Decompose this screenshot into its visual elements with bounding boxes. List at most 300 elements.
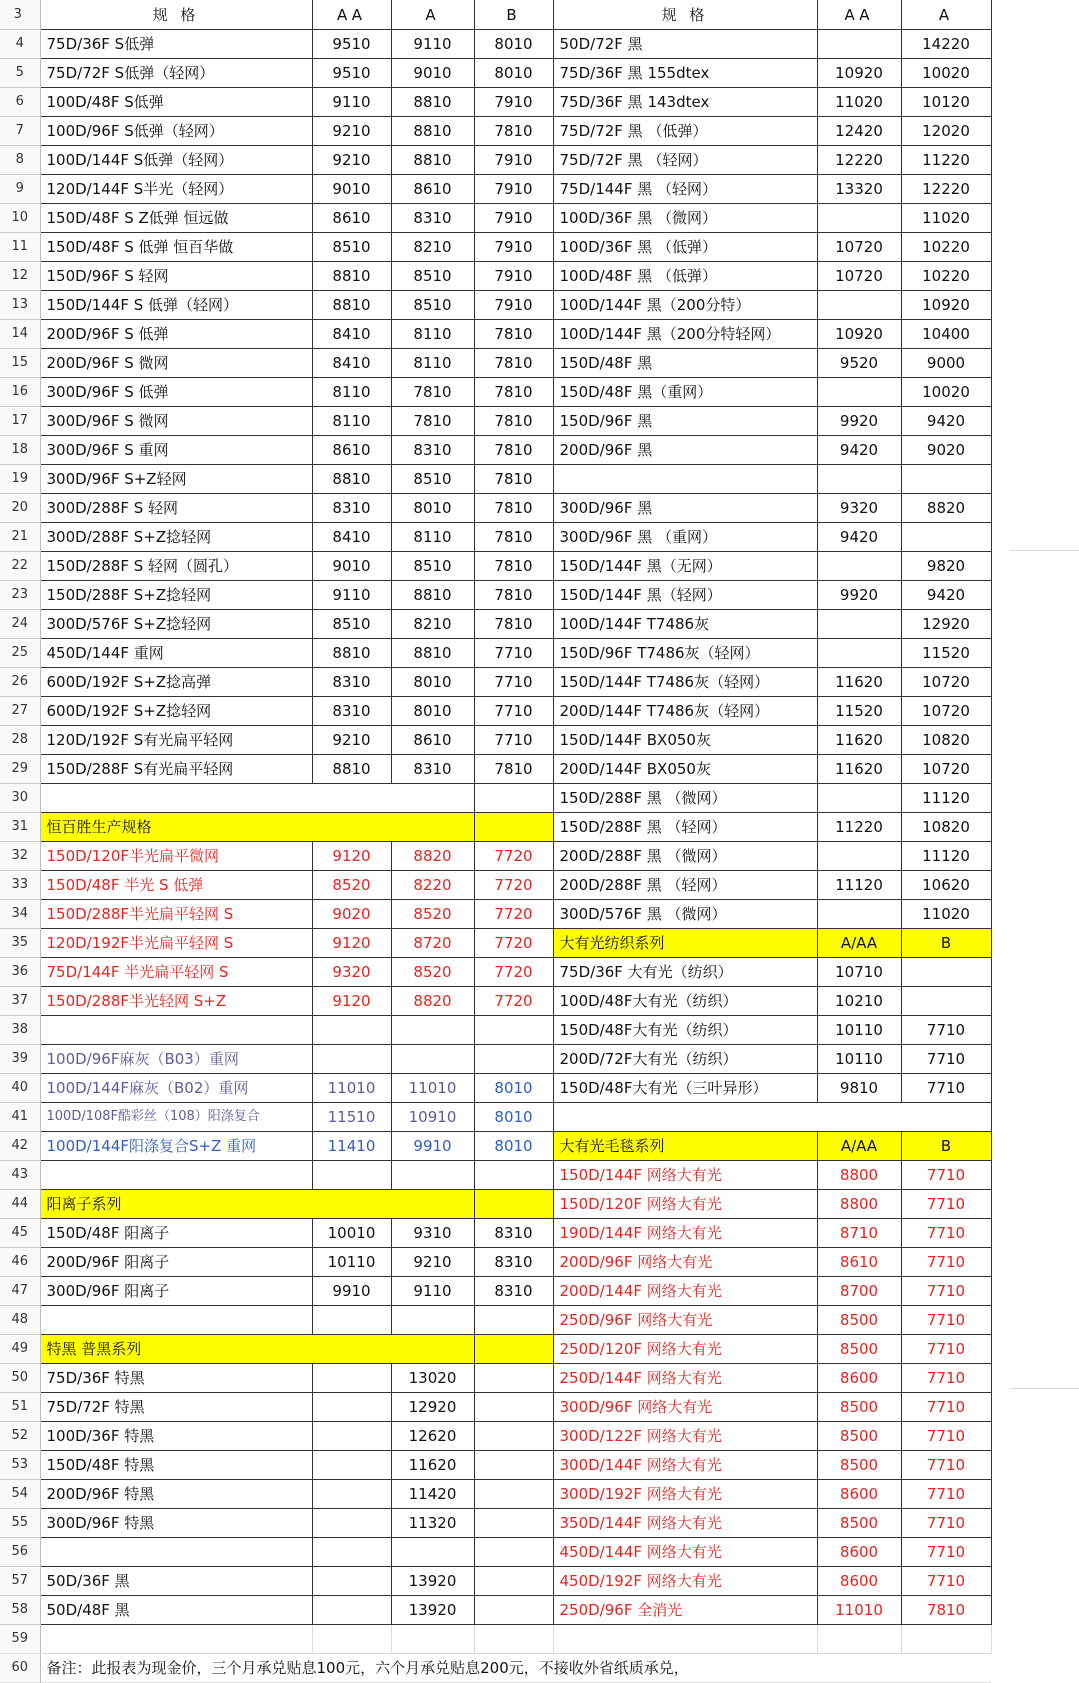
spec-cell[interactable] <box>40 1016 312 1045</box>
a-price-cell-right[interactable]: 9820 <box>901 552 991 581</box>
a-price-cell[interactable]: 9310 <box>391 1219 474 1248</box>
row-number[interactable]: 45 <box>0 1219 40 1248</box>
spec-cell[interactable]: 200D/96F S 微网 <box>40 349 312 378</box>
row-number[interactable]: 26 <box>0 668 40 697</box>
row-number[interactable]: 5 <box>0 59 40 88</box>
b-price-cell[interactable]: 7720 <box>474 842 553 871</box>
a-price-cell-right[interactable]: 10720 <box>901 755 991 784</box>
row-number[interactable]: 39 <box>0 1045 40 1074</box>
a-price-cell-right[interactable]: 7710 <box>901 1451 991 1480</box>
b-price-cell[interactable] <box>474 1306 553 1335</box>
spec-cell[interactable]: 150D/120F半光扁平微网 <box>40 842 312 871</box>
spec-cell[interactable]: 200D/96F S 低弹 <box>40 320 312 349</box>
a-price-cell[interactable]: 8220 <box>391 871 474 900</box>
spec-cell[interactable] <box>40 1161 312 1190</box>
a-price-cell[interactable] <box>391 1538 474 1567</box>
row-number[interactable]: 10 <box>0 204 40 233</box>
spec-cell[interactable]: 200D/96F 阳离子 <box>40 1248 312 1277</box>
aa-price-cell-right[interactable]: 9920 <box>817 581 901 610</box>
b-price-cell[interactable]: 7710 <box>474 726 553 755</box>
spec-cell[interactable] <box>40 784 474 813</box>
a-price-cell-right[interactable]: 11220 <box>901 146 991 175</box>
a-price-cell[interactable] <box>391 1045 474 1074</box>
aa-price-cell-right[interactable]: 12420 <box>817 117 901 146</box>
a-price-cell[interactable]: 8110 <box>391 523 474 552</box>
a-price-cell[interactable]: 8510 <box>391 291 474 320</box>
aa-price-cell[interactable]: 8310 <box>312 697 391 726</box>
spec-cell-right[interactable]: 300D/122F 网络大有光 <box>553 1422 817 1451</box>
row-number[interactable]: 29 <box>0 755 40 784</box>
spec-cell-right[interactable]: 150D/96F T7486灰（轻网） <box>553 639 817 668</box>
spec-cell-right[interactable] <box>553 1103 991 1132</box>
aa-price-cell-right[interactable]: 11620 <box>817 726 901 755</box>
spec-cell-right[interactable]: 150D/144F 黑（无网） <box>553 552 817 581</box>
spec-cell[interactable]: 300D/576F S+Z捻轻网 <box>40 610 312 639</box>
row-number[interactable]: 41 <box>0 1103 40 1132</box>
b-price-cell[interactable]: 7810 <box>474 117 553 146</box>
b-price-cell[interactable]: 7910 <box>474 88 553 117</box>
spec-cell[interactable]: 150D/288F半光轻网 S+Z <box>40 987 312 1016</box>
b-price-cell[interactable]: 8010 <box>474 30 553 59</box>
spec-cell-right[interactable]: 300D/192F 网络大有光 <box>553 1480 817 1509</box>
aa-price-cell-right[interactable]: 11620 <box>817 755 901 784</box>
b-price-cell[interactable] <box>474 1016 553 1045</box>
spec-cell-right[interactable]: 450D/144F 网络大有光 <box>553 1538 817 1567</box>
spec-cell-right[interactable]: 150D/96F 黑 <box>553 407 817 436</box>
aa-price-cell-right[interactable]: 9420 <box>817 523 901 552</box>
a-price-cell[interactable]: 8010 <box>391 697 474 726</box>
row-number[interactable]: 16 <box>0 378 40 407</box>
row-number[interactable]: 37 <box>0 987 40 1016</box>
a-price-cell[interactable]: 8720 <box>391 929 474 958</box>
spec-cell-right[interactable]: 250D/144F 网络大有光 <box>553 1364 817 1393</box>
spec-cell[interactable]: 450D/144F 重网 <box>40 639 312 668</box>
section-title[interactable]: 阳离子系列 <box>40 1190 474 1219</box>
spec-cell-right[interactable]: 150D/288F 黑 （微网） <box>553 784 817 813</box>
aa-price-cell[interactable]: 8810 <box>312 755 391 784</box>
row-number[interactable]: 52 <box>0 1422 40 1451</box>
spec-cell-right[interactable]: 300D/96F 黑 （重网） <box>553 523 817 552</box>
row-number[interactable]: 8 <box>0 146 40 175</box>
aa-price-cell-right[interactable]: 11120 <box>817 871 901 900</box>
spec-cell-right[interactable]: 450D/192F 网络大有光 <box>553 1567 817 1596</box>
row-number[interactable]: 53 <box>0 1451 40 1480</box>
aa-price-cell-right[interactable]: 8500 <box>817 1509 901 1538</box>
a-price-cell[interactable]: 13020 <box>391 1364 474 1393</box>
a-price-cell[interactable]: 11420 <box>391 1480 474 1509</box>
aa-price-cell[interactable]: 8810 <box>312 465 391 494</box>
row-number[interactable]: 32 <box>0 842 40 871</box>
a-price-cell[interactable]: 8810 <box>391 88 474 117</box>
spec-cell-right[interactable]: 150D/288F 黑 （轻网） <box>553 813 817 842</box>
a-price-cell-right[interactable]: 7710 <box>901 1393 991 1422</box>
a-price-cell[interactable]: 8520 <box>391 958 474 987</box>
spec-cell-right[interactable]: 300D/96F 网络大有光 <box>553 1393 817 1422</box>
aa-price-cell[interactable]: 9910 <box>312 1277 391 1306</box>
a-price-cell-right[interactable]: 14220 <box>901 30 991 59</box>
aa-price-cell[interactable]: 10110 <box>312 1248 391 1277</box>
header-a-2[interactable]: A <box>901 0 991 30</box>
aa-price-cell[interactable]: 8410 <box>312 320 391 349</box>
remarks-note[interactable]: 备注：此报表为现金价，三个月承兑贴息100元，六个月承兑贴息200元，不接收外省纸质承兑， <box>40 1654 991 1683</box>
row-number[interactable]: 3 <box>0 0 40 30</box>
b-price-cell[interactable] <box>474 1451 553 1480</box>
aa-price-cell-right[interactable]: 8710 <box>817 1219 901 1248</box>
b-price-cell[interactable]: 7720 <box>474 871 553 900</box>
spec-cell[interactable]: 100D/144F S低弹（轻网） <box>40 146 312 175</box>
aa-price-cell-right[interactable] <box>817 291 901 320</box>
spec-cell[interactable]: 150D/48F S Z低弹 恒远做 <box>40 204 312 233</box>
a-price-cell-right[interactable]: 10720 <box>901 697 991 726</box>
aa-price-cell-right[interactable]: 8600 <box>817 1567 901 1596</box>
aa-price-cell[interactable]: 9110 <box>312 581 391 610</box>
spec-cell[interactable]: 150D/96F S 轻网 <box>40 262 312 291</box>
a-price-cell[interactable]: 8810 <box>391 146 474 175</box>
empty-cell[interactable] <box>40 1625 312 1654</box>
a-price-cell[interactable]: 8520 <box>391 900 474 929</box>
a-price-cell-right[interactable]: 11020 <box>901 900 991 929</box>
a-price-cell-right[interactable]: B <box>901 929 991 958</box>
aa-price-cell-right[interactable]: 8500 <box>817 1393 901 1422</box>
aa-price-cell-right[interactable]: 11520 <box>817 697 901 726</box>
aa-price-cell-right[interactable]: 8610 <box>817 1248 901 1277</box>
spec-cell-right[interactable]: 75D/72F 黑 （低弹） <box>553 117 817 146</box>
a-price-cell[interactable]: 8110 <box>391 320 474 349</box>
aa-price-cell-right[interactable]: 9420 <box>817 436 901 465</box>
spec-cell[interactable]: 150D/48F S 低弹 恒百华做 <box>40 233 312 262</box>
spec-cell[interactable]: 150D/48F 特黑 <box>40 1451 312 1480</box>
b-price-cell[interactable]: 7910 <box>474 204 553 233</box>
a-price-cell-right[interactable]: 12220 <box>901 175 991 204</box>
a-price-cell[interactable]: 8810 <box>391 117 474 146</box>
a-price-cell-right[interactable]: 7810 <box>901 1596 991 1625</box>
aa-price-cell-right[interactable]: 8500 <box>817 1451 901 1480</box>
row-number[interactable]: 4 <box>0 30 40 59</box>
a-price-cell-right[interactable]: 10820 <box>901 726 991 755</box>
b-price-cell[interactable]: 7810 <box>474 320 553 349</box>
empty-cell[interactable] <box>817 1625 901 1654</box>
row-number[interactable]: 21 <box>0 523 40 552</box>
spec-cell[interactable]: 300D/96F S 微网 <box>40 407 312 436</box>
aa-price-cell-right[interactable]: 11010 <box>817 1596 901 1625</box>
header-spec-2[interactable]: 规 格 <box>553 0 817 30</box>
aa-price-cell-right[interactable]: 11020 <box>817 88 901 117</box>
spec-cell-right[interactable]: 200D/288F 黑 （轻网） <box>553 871 817 900</box>
a-price-cell[interactable]: 8810 <box>391 639 474 668</box>
a-price-cell[interactable]: 8610 <box>391 175 474 204</box>
aa-price-cell-right[interactable]: 10110 <box>817 1016 901 1045</box>
aa-price-cell[interactable]: 8410 <box>312 523 391 552</box>
b-price-cell[interactable] <box>474 784 553 813</box>
b-price-cell[interactable] <box>474 1480 553 1509</box>
aa-price-cell-right[interactable]: 10210 <box>817 987 901 1016</box>
spec-cell[interactable]: 50D/36F 黑 <box>40 1567 312 1596</box>
aa-price-cell[interactable] <box>312 1538 391 1567</box>
spec-cell-right[interactable]: 75D/36F 黑 155dtex <box>553 59 817 88</box>
b-price-cell[interactable]: 7810 <box>474 407 553 436</box>
row-number[interactable]: 33 <box>0 871 40 900</box>
empty-cell[interactable] <box>312 1625 391 1654</box>
spec-cell[interactable]: 150D/288F S+Z捻轻网 <box>40 581 312 610</box>
a-price-cell-right[interactable]: 10120 <box>901 88 991 117</box>
a-price-cell[interactable]: 8510 <box>391 262 474 291</box>
spec-cell[interactable]: 300D/96F 阳离子 <box>40 1277 312 1306</box>
empty-cell[interactable] <box>553 1625 817 1654</box>
aa-price-cell[interactable]: 9320 <box>312 958 391 987</box>
spec-cell[interactable] <box>40 1538 312 1567</box>
aa-price-cell[interactable] <box>312 1393 391 1422</box>
aa-price-cell-right[interactable]: A/AA <box>817 929 901 958</box>
spec-cell[interactable]: 120D/192F半光扁平轻网 S <box>40 929 312 958</box>
spec-cell[interactable]: 50D/48F 黑 <box>40 1596 312 1625</box>
a-price-cell[interactable]: 8310 <box>391 436 474 465</box>
header-aa-2[interactable]: AA <box>817 0 901 30</box>
row-number[interactable]: 18 <box>0 436 40 465</box>
row-number[interactable]: 15 <box>0 349 40 378</box>
spec-cell[interactable]: 150D/288F半光扁平轻网 S <box>40 900 312 929</box>
row-number[interactable]: 57 <box>0 1567 40 1596</box>
aa-price-cell[interactable]: 8810 <box>312 291 391 320</box>
a-price-cell[interactable]: 9210 <box>391 1248 474 1277</box>
aa-price-cell[interactable] <box>312 1045 391 1074</box>
a-price-cell-right[interactable]: 7710 <box>901 1306 991 1335</box>
row-number[interactable]: 59 <box>0 1625 40 1654</box>
spec-cell-right[interactable]: 150D/48F 黑（重网） <box>553 378 817 407</box>
row-number[interactable]: 58 <box>0 1596 40 1625</box>
aa-price-cell-right[interactable]: 8600 <box>817 1480 901 1509</box>
a-price-cell[interactable] <box>391 1016 474 1045</box>
b-price-cell[interactable]: 7810 <box>474 610 553 639</box>
aa-price-cell[interactable]: 8110 <box>312 407 391 436</box>
a-price-cell-right[interactable]: 7710 <box>901 1364 991 1393</box>
b-price-cell[interactable] <box>474 1567 553 1596</box>
a-price-cell-right[interactable]: 11120 <box>901 842 991 871</box>
spec-cell[interactable]: 120D/144F S半光（轻网） <box>40 175 312 204</box>
aa-price-cell[interactable] <box>312 1480 391 1509</box>
a-price-cell-right[interactable]: 10620 <box>901 871 991 900</box>
row-number[interactable]: 27 <box>0 697 40 726</box>
row-number[interactable]: 40 <box>0 1074 40 1103</box>
b-price-cell[interactable]: 7720 <box>474 958 553 987</box>
spec-cell-right[interactable]: 200D/288F 黑 （微网） <box>553 842 817 871</box>
aa-price-cell-right[interactable]: 13320 <box>817 175 901 204</box>
b-price-cell[interactable]: 7810 <box>474 755 553 784</box>
spec-cell-right[interactable]: 75D/36F 大有光（纺织） <box>553 958 817 987</box>
b-price-cell[interactable] <box>474 1538 553 1567</box>
spec-cell[interactable]: 100D/144F麻灰（B02）重网 <box>40 1074 312 1103</box>
spec-cell-right[interactable]: 150D/48F大有光（纺织） <box>553 1016 817 1045</box>
row-number[interactable]: 49 <box>0 1335 40 1364</box>
spec-cell-right[interactable]: 250D/120F 网络大有光 <box>553 1335 817 1364</box>
a-price-cell[interactable] <box>391 1306 474 1335</box>
aa-price-cell-right[interactable]: 8700 <box>817 1277 901 1306</box>
aa-price-cell[interactable]: 9020 <box>312 900 391 929</box>
a-price-cell-right[interactable]: 10400 <box>901 320 991 349</box>
a-price-cell-right[interactable]: 11520 <box>901 639 991 668</box>
b-price-cell[interactable]: 7810 <box>474 465 553 494</box>
aa-price-cell-right[interactable] <box>817 204 901 233</box>
a-price-cell[interactable]: 8110 <box>391 349 474 378</box>
spec-cell-right[interactable] <box>553 465 817 494</box>
b-price-cell[interactable]: 8310 <box>474 1248 553 1277</box>
empty-cell[interactable] <box>391 1625 474 1654</box>
spec-cell[interactable]: 75D/72F S低弹（轻网） <box>40 59 312 88</box>
spec-cell-right[interactable]: 100D/144F 黑（200分特） <box>553 291 817 320</box>
aa-price-cell-right[interactable]: 9920 <box>817 407 901 436</box>
row-number[interactable]: 46 <box>0 1248 40 1277</box>
aa-price-cell-right[interactable]: 12220 <box>817 146 901 175</box>
spec-cell[interactable]: 300D/288F S 轻网 <box>40 494 312 523</box>
aa-price-cell-right[interactable] <box>817 30 901 59</box>
a-price-cell-right[interactable]: 7710 <box>901 1509 991 1538</box>
aa-price-cell[interactable]: 9120 <box>312 987 391 1016</box>
a-price-cell-right[interactable]: 7710 <box>901 1190 991 1219</box>
b-price-cell[interactable] <box>474 1596 553 1625</box>
row-number[interactable]: 11 <box>0 233 40 262</box>
spec-cell-right[interactable]: 200D/144F T7486灰（轻网） <box>553 697 817 726</box>
b-price-cell[interactable]: 7720 <box>474 987 553 1016</box>
a-price-cell[interactable]: 11010 <box>391 1074 474 1103</box>
a-price-cell-right[interactable]: 9420 <box>901 407 991 436</box>
aa-price-cell-right[interactable] <box>817 784 901 813</box>
spec-cell[interactable]: 75D/72F 特黑 <box>40 1393 312 1422</box>
a-price-cell[interactable]: 7810 <box>391 378 474 407</box>
aa-price-cell[interactable]: 11410 <box>312 1132 391 1161</box>
b-price-cell[interactable]: 7810 <box>474 552 553 581</box>
a-price-cell-right[interactable]: 9000 <box>901 349 991 378</box>
row-number[interactable]: 43 <box>0 1161 40 1190</box>
spec-cell-right[interactable]: 75D/144F 黑 （轻网） <box>553 175 817 204</box>
a-price-cell-right[interactable]: 7710 <box>901 1016 991 1045</box>
row-number[interactable]: 38 <box>0 1016 40 1045</box>
spec-cell[interactable]: 100D/96F麻灰（B03）重网 <box>40 1045 312 1074</box>
b-price-cell[interactable]: 8310 <box>474 1277 553 1306</box>
spec-cell[interactable]: 200D/96F 特黑 <box>40 1480 312 1509</box>
a-price-cell-right[interactable]: 7710 <box>901 1161 991 1190</box>
b-price-cell[interactable]: 7720 <box>474 900 553 929</box>
aa-price-cell[interactable] <box>312 1451 391 1480</box>
row-number[interactable]: 42 <box>0 1132 40 1161</box>
a-price-cell[interactable]: 9110 <box>391 30 474 59</box>
spec-cell[interactable]: 300D/96F S 低弹 <box>40 378 312 407</box>
aa-price-cell-right[interactable]: 8800 <box>817 1161 901 1190</box>
aa-price-cell-right[interactable] <box>817 378 901 407</box>
row-number[interactable]: 47 <box>0 1277 40 1306</box>
section-title[interactable]: 恒百胜生产规格 <box>40 813 474 842</box>
aa-price-cell[interactable] <box>312 1016 391 1045</box>
aa-price-cell[interactable]: 9210 <box>312 146 391 175</box>
a-price-cell-right[interactable] <box>901 465 991 494</box>
aa-price-cell[interactable]: 9120 <box>312 929 391 958</box>
a-price-cell[interactable]: 8210 <box>391 610 474 639</box>
b-price-cell[interactable] <box>474 1364 553 1393</box>
aa-price-cell-right[interactable]: 8500 <box>817 1306 901 1335</box>
a-price-cell[interactable]: 8510 <box>391 465 474 494</box>
a-price-cell[interactable]: 8610 <box>391 726 474 755</box>
a-price-cell-right[interactable]: 7710 <box>901 1567 991 1596</box>
aa-price-cell[interactable]: 9210 <box>312 117 391 146</box>
a-price-cell[interactable]: 8310 <box>391 204 474 233</box>
b-price-cell[interactable]: 7810 <box>474 581 553 610</box>
aa-price-cell[interactable]: 8810 <box>312 262 391 291</box>
spec-cell[interactable]: 150D/288F S有光扁平轻网 <box>40 755 312 784</box>
a-price-cell-right[interactable]: 7710 <box>901 1480 991 1509</box>
spec-cell-right[interactable]: 150D/144F BX050灰 <box>553 726 817 755</box>
spec-cell-right[interactable]: 200D/72F大有光（纺织） <box>553 1045 817 1074</box>
b-price-cell[interactable]: 7810 <box>474 436 553 465</box>
a-price-cell-right[interactable]: B <box>901 1132 991 1161</box>
a-price-cell[interactable]: 7810 <box>391 407 474 436</box>
b-price-cell[interactable] <box>474 1393 553 1422</box>
row-number[interactable]: 34 <box>0 900 40 929</box>
a-price-cell[interactable]: 8010 <box>391 668 474 697</box>
spec-cell-right[interactable]: 150D/48F大有光（三叶异形） <box>553 1074 817 1103</box>
a-price-cell[interactable]: 9010 <box>391 59 474 88</box>
a-price-cell[interactable]: 8310 <box>391 755 474 784</box>
a-price-cell[interactable]: 12920 <box>391 1393 474 1422</box>
aa-price-cell[interactable]: 9110 <box>312 88 391 117</box>
row-number[interactable]: 56 <box>0 1538 40 1567</box>
row-number[interactable]: 54 <box>0 1480 40 1509</box>
spec-cell-right[interactable]: 300D/576F 黑 （微网） <box>553 900 817 929</box>
spec-cell-right[interactable]: 100D/48F大有光（纺织） <box>553 987 817 1016</box>
a-price-cell[interactable]: 8210 <box>391 233 474 262</box>
spec-cell-right[interactable]: 50D/72F 黑 <box>553 30 817 59</box>
spec-cell[interactable]: 300D/96F 特黑 <box>40 1509 312 1538</box>
row-number[interactable]: 14 <box>0 320 40 349</box>
aa-price-cell-right[interactable] <box>817 552 901 581</box>
a-price-cell[interactable] <box>391 1161 474 1190</box>
row-number[interactable]: 31 <box>0 813 40 842</box>
row-number[interactable]: 51 <box>0 1393 40 1422</box>
section-title-right[interactable]: 大有光毛毯系列 <box>553 1132 817 1161</box>
b-price-cell[interactable]: 7910 <box>474 146 553 175</box>
aa-price-cell-right[interactable]: 10720 <box>817 262 901 291</box>
a-price-cell-right[interactable]: 10220 <box>901 233 991 262</box>
section-fill[interactable] <box>474 813 553 842</box>
aa-price-cell[interactable]: 9510 <box>312 59 391 88</box>
aa-price-cell[interactable]: 8110 <box>312 378 391 407</box>
a-price-cell-right[interactable] <box>901 958 991 987</box>
a-price-cell-right[interactable]: 10820 <box>901 813 991 842</box>
a-price-cell-right[interactable]: 7710 <box>901 1248 991 1277</box>
a-price-cell-right[interactable]: 10920 <box>901 291 991 320</box>
row-number[interactable]: 17 <box>0 407 40 436</box>
aa-price-cell[interactable]: 8510 <box>312 233 391 262</box>
spec-cell-right[interactable]: 200D/96F 黑 <box>553 436 817 465</box>
row-number[interactable]: 12 <box>0 262 40 291</box>
spec-cell[interactable]: 600D/192F S+Z捻高弹 <box>40 668 312 697</box>
header-b[interactable]: B <box>474 0 553 30</box>
spec-cell-right[interactable]: 150D/144F 网络大有光 <box>553 1161 817 1190</box>
row-number[interactable]: 60 <box>0 1654 40 1683</box>
row-number[interactable]: 24 <box>0 610 40 639</box>
b-price-cell[interactable]: 7910 <box>474 175 553 204</box>
aa-price-cell-right[interactable] <box>817 842 901 871</box>
b-price-cell[interactable]: 7910 <box>474 262 553 291</box>
aa-price-cell[interactable]: 9010 <box>312 552 391 581</box>
spec-cell[interactable]: 300D/96F S 重网 <box>40 436 312 465</box>
a-price-cell[interactable]: 8820 <box>391 842 474 871</box>
a-price-cell[interactable]: 8510 <box>391 552 474 581</box>
section-title-right[interactable]: 大有光纺织系列 <box>553 929 817 958</box>
b-price-cell[interactable]: 7910 <box>474 291 553 320</box>
aa-price-cell[interactable]: 8610 <box>312 436 391 465</box>
spec-cell-right[interactable]: 150D/144F T7486灰（轻网） <box>553 668 817 697</box>
a-price-cell[interactable]: 13920 <box>391 1567 474 1596</box>
a-price-cell-right[interactable]: 7710 <box>901 1335 991 1364</box>
aa-price-cell[interactable] <box>312 1422 391 1451</box>
